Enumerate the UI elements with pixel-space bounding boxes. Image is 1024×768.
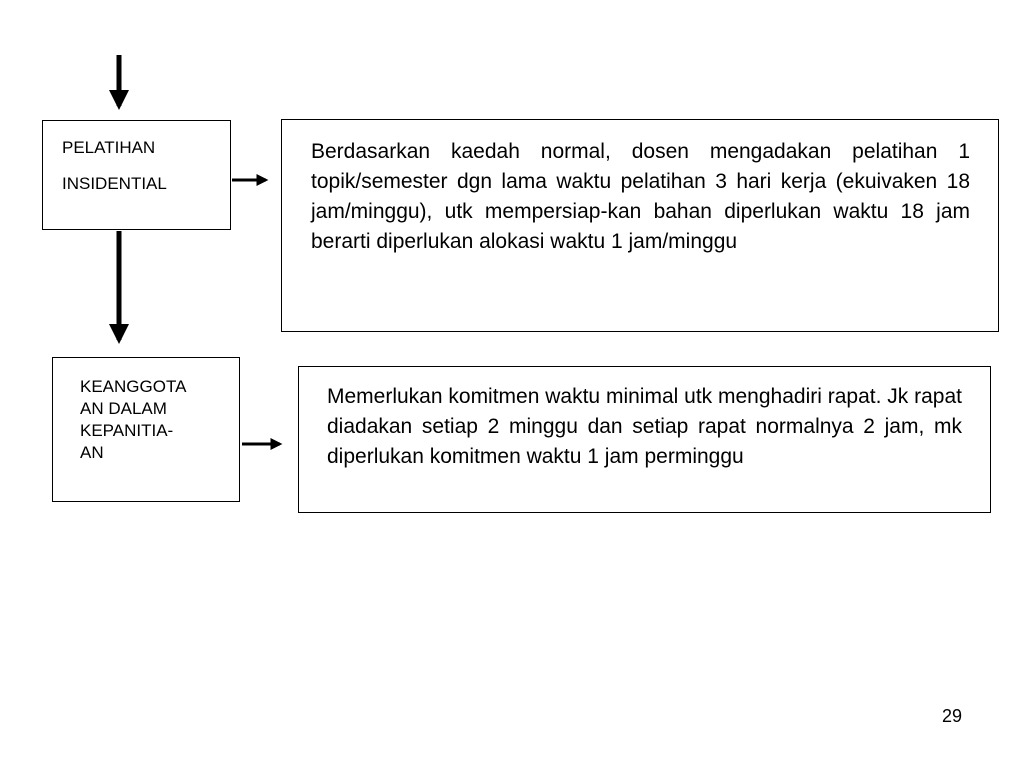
- pelatihan-insidential-box: [42, 120, 231, 230]
- keanggotaan-description: Memerlukan komitmen waktu minimal utk menghadiri rapat. Jk rapat diadakan setiap 2 minggu dan setiap rapat normalnya 2 jam, mk diperlukan komitmen waktu 1 jam perminggu: [327, 385, 962, 469]
- label-line: PELATIHAN: [62, 138, 156, 157]
- keanggotaan-description-box: [298, 366, 991, 513]
- slide-number: 29: [941, 706, 962, 726]
- label-line: INSIDENTIAL: [62, 174, 167, 194]
- pelatihan-description-box: [281, 119, 999, 332]
- label-line: AN: [80, 443, 104, 463]
- pelatihan-description: Berdasarkan kaedah normal, dosen mengadakan pelatihan 1 topik/semester dgn lama waktu pelatihan 3 hari kerja (ekuivaken 18 jam/minggu), utk mempersiap-kan bahan diperlukan waktu 18 jam berarti diperlukan alokasi waktu 1 jam/minggu: [311, 140, 970, 254]
- label-line: AN DALAM: [80, 399, 167, 419]
- keanggotaan-kepanitiaan-box: [52, 357, 240, 502]
- label-line: KEPANITIA-: [80, 421, 174, 441]
- label-line: KEANGGOTA: [80, 377, 187, 396]
